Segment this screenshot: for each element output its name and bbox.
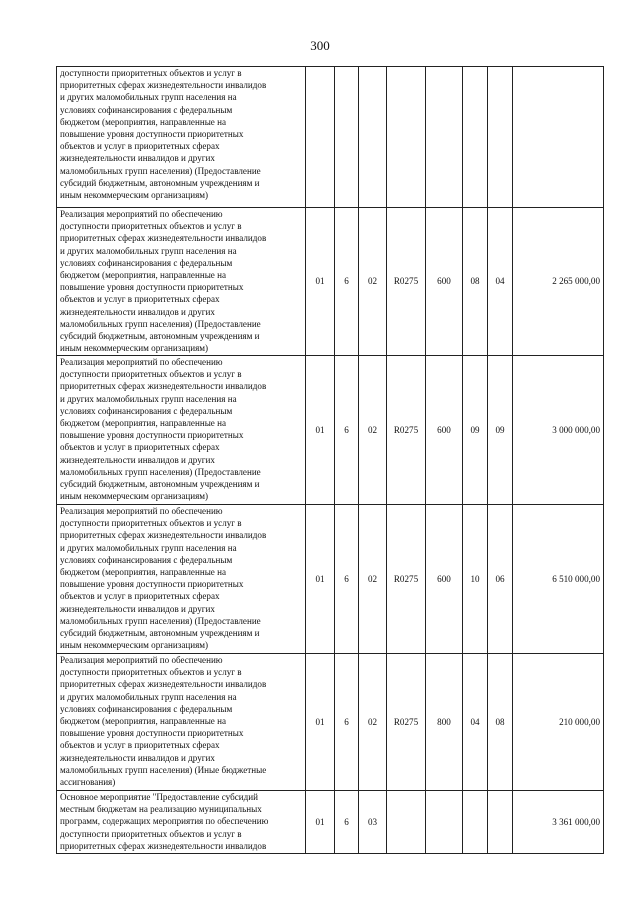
amount xyxy=(513,67,604,208)
subsection-code: 09 xyxy=(488,356,513,505)
section-code xyxy=(463,67,488,208)
table-row xyxy=(57,208,604,356)
table-row xyxy=(57,505,604,654)
subsection-code xyxy=(488,791,513,854)
table-row xyxy=(57,356,604,505)
table-row xyxy=(57,654,604,791)
subsection-code xyxy=(488,67,513,208)
row-description: Основное мероприятие "Предоставление субсидий местным бюджетам на реализацию муниципальных программ, содержащих мероприятия по обеспечению доступности приоритетных объектов и услуг в приоритетных сферах жизнедеятельности инвалидов xyxy=(57,791,306,854)
event-code: 03 xyxy=(359,791,387,854)
budget-table xyxy=(56,66,604,854)
program-code: 01 xyxy=(306,654,335,791)
direction-code xyxy=(387,67,426,208)
program-code: 01 xyxy=(306,505,335,654)
subsection-code: 06 xyxy=(488,505,513,654)
direction-code: R0275 xyxy=(387,208,426,356)
subprogram-code: 6 xyxy=(335,208,359,356)
expense-type-code: 600 xyxy=(426,505,463,654)
subsection-code: 04 xyxy=(488,208,513,356)
row-description: Реализация мероприятий по обеспечению доступности приоритетных объектов и услуг в приоритетных сферах жизнедеятельности инвалидов и других маломобильных групп населения на условиях софинансирования с федеральным бюджетом (мероприятия, направленные на повышение уровня доступности приоритетных объектов и услуг в приоритетных сферах жизнедеятельности инвалидов и других маломобильных групп населения) (Предоставление субсидий бюджетным, автономным учреждениям и иным некоммерческим организациям) xyxy=(57,505,306,654)
event-code: 02 xyxy=(359,356,387,505)
subprogram-code: 6 xyxy=(335,791,359,854)
program-code: 01 xyxy=(306,208,335,356)
amount: 3 000 000,00 xyxy=(513,356,604,505)
program-code: 01 xyxy=(306,791,335,854)
amount: 210 000,00 xyxy=(513,654,604,791)
row-description: Реализация мероприятий по обеспечению доступности приоритетных объектов и услуг в приоритетных сферах жизнедеятельности инвалидов и других маломобильных групп населения на условиях софинансирования с федеральным бюджетом (мероприятия, направленные на повышение уровня доступности приоритетных объектов и услуг в приоритетных сферах жизнедеятельности инвалидов и других маломобильных групп населения) (Предоставление субсидий бюджетным, автономным учреждениям и иным некоммерческим организациям) xyxy=(57,356,306,505)
subprogram-code: 6 xyxy=(335,654,359,791)
row-description: Реализация мероприятий по обеспечению доступности приоритетных объектов и услуг в приоритетных сферах жизнедеятельности инвалидов и других маломобильных групп населения на условиях софинансирования с федеральным бюджетом (мероприятия, направленные на повышение уровня доступности приоритетных объектов и услуг в приоритетных сферах жизнедеятельности инвалидов и других маломобильных групп населения) (Иные бюджетные ассигнования) xyxy=(57,654,306,791)
program-code xyxy=(306,67,335,208)
subprogram-code xyxy=(335,67,359,208)
expense-type-code xyxy=(426,791,463,854)
subsection-code: 08 xyxy=(488,654,513,791)
expense-type-code: 800 xyxy=(426,654,463,791)
section-code: 08 xyxy=(463,208,488,356)
section-code: 04 xyxy=(463,654,488,791)
row-description: Реализация мероприятий по обеспечению доступности приоритетных объектов и услуг в приоритетных сферах жизнедеятельности инвалидов и других маломобильных групп населения на условиях софинансирования с федеральным бюджетом (мероприятия, направленные на повышение уровня доступности приоритетных объектов и услуг в приоритетных сферах жизнедеятельности инвалидов и других маломобильных групп населения) (Предоставление субсидий бюджетным, автономным учреждениям и иным некоммерческим организациям) xyxy=(57,208,306,356)
direction-code: R0275 xyxy=(387,654,426,791)
row-description: доступности приоритетных объектов и услуг в приоритетных сферах жизнедеятельности инвалидов и других маломобильных групп населения на условиях софинансирования с федеральным бюджетом (мероприятия, направленные на повышение уровня доступности приоритетных объектов и услуг в приоритетных сферах жизнедеятельности инвалидов и других маломобильных групп населения) (Предоставление субсидий бюджетным, автономным учреждениям и иным некоммерческим организациям) xyxy=(57,67,306,208)
event-code: 02 xyxy=(359,208,387,356)
page-number: 300 xyxy=(310,38,330,53)
section-code xyxy=(463,791,488,854)
amount: 6 510 000,00 xyxy=(513,505,604,654)
subprogram-code: 6 xyxy=(335,505,359,654)
section-code: 10 xyxy=(463,505,488,654)
event-code: 02 xyxy=(359,654,387,791)
amount: 2 265 000,00 xyxy=(513,208,604,356)
expense-type-code: 600 xyxy=(426,208,463,356)
table-row xyxy=(57,67,604,208)
section-code: 09 xyxy=(463,356,488,505)
amount: 3 361 000,00 xyxy=(513,791,604,854)
direction-code xyxy=(387,791,426,854)
direction-code: R0275 xyxy=(387,505,426,654)
expense-type-code xyxy=(426,67,463,208)
direction-code: R0275 xyxy=(387,356,426,505)
expense-type-code: 600 xyxy=(426,356,463,505)
subprogram-code: 6 xyxy=(335,356,359,505)
table-row xyxy=(57,791,604,854)
event-code: 02 xyxy=(359,505,387,654)
event-code xyxy=(359,67,387,208)
program-code: 01 xyxy=(306,356,335,505)
